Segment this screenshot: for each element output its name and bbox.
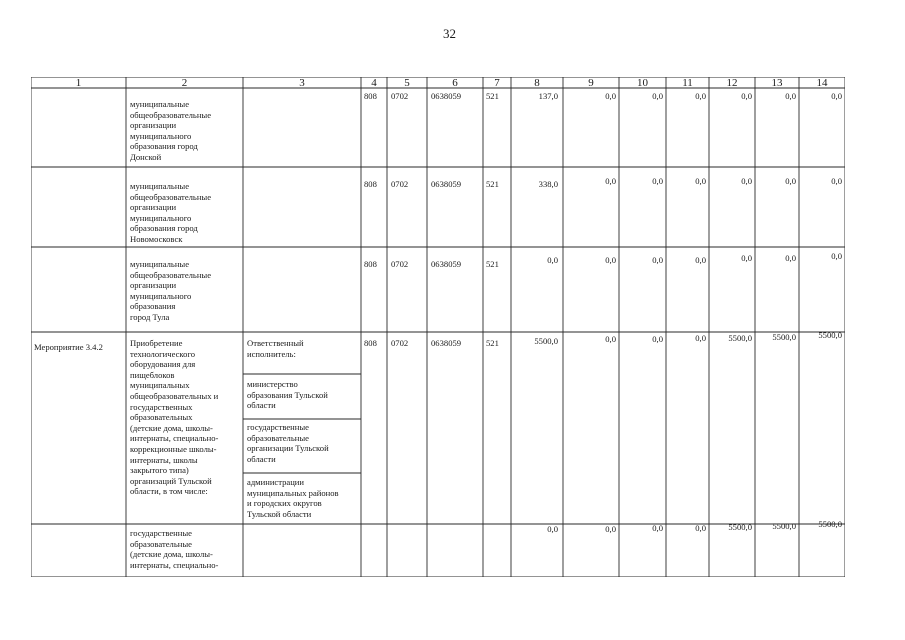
row-3-desc-line: области, в том числе: — [130, 486, 208, 497]
row-0-desc-line: организации — [130, 120, 177, 131]
header-col-6: 6 — [452, 77, 458, 89]
row-0-desc-line: образования город — [130, 141, 198, 152]
header-col-11: 11 — [682, 77, 693, 89]
col3-line: области — [247, 400, 276, 411]
row-4-c11: 0,0 — [695, 523, 706, 533]
row-4-desc-line: государственные — [130, 528, 192, 538]
header-col-1: 1 — [75, 77, 82, 89]
row-1-c14: 0,0 — [831, 176, 842, 186]
row-2-c4: 808 — [364, 259, 377, 269]
row-1-desc-line: муниципальные — [130, 181, 190, 191]
row-3-desc-line: оборудования для — [130, 359, 196, 370]
row-4-description — [130, 528, 240, 570]
row-1-c10: 0,0 — [652, 176, 663, 186]
col3-line: администрации — [247, 477, 305, 487]
row-0-c11: 0,0 — [695, 91, 706, 101]
header-col-10: 10 — [637, 77, 648, 89]
row-1-c8: 338,0 — [538, 179, 558, 189]
row-4-c14: 5500,0 — [818, 519, 842, 529]
row-0-c7: 521 — [486, 91, 499, 101]
row-3-desc-line: организаций Тульской — [130, 475, 212, 486]
row-3-c11: 0,0 — [695, 333, 706, 343]
row-1-c6: 0638059 — [431, 179, 462, 189]
row-1-desc-line: общеобразовательные — [130, 191, 212, 202]
row-2-c5: 0702 — [391, 259, 409, 269]
row-4-c10: 0,0 — [652, 523, 663, 533]
row-1-c12: 0,0 — [741, 176, 752, 186]
row-0-c8: 137,0 — [538, 91, 558, 101]
responsible-executor-label — [247, 338, 357, 359]
row-3-description — [130, 338, 240, 497]
row-3-desc-line: (детские дома, школы- — [130, 422, 213, 433]
row-3-desc-line: муниципальных — [130, 380, 190, 391]
row-3-desc-line: закрытого типа) — [130, 465, 189, 476]
row-0-desc-line: муниципального — [130, 130, 192, 141]
header-col-4: 4 — [371, 77, 377, 89]
row-4-c13: 5500,0 — [772, 521, 796, 531]
row-0-c6: 0638059 — [431, 91, 462, 101]
row-0-desc-line: общеобразовательные — [130, 109, 212, 120]
row-1-c5: 0702 — [391, 179, 409, 189]
row-2-c13: 0,0 — [785, 253, 796, 263]
row-1-c13: 0,0 — [785, 176, 796, 186]
row-4-c12: 5500,0 — [728, 522, 752, 532]
row-3-desc-line: общеобразовательных и — [130, 390, 219, 401]
row-3-c8: 5500,0 — [534, 336, 558, 346]
measure-id: Мероприятие 3.4.2 — [34, 342, 103, 352]
row-1-description — [130, 181, 240, 245]
row-0-desc-line: муниципальные — [130, 99, 190, 109]
header-col-9: 9 — [588, 77, 594, 89]
row-2-desc-line: общеобразовательные — [130, 269, 212, 280]
header-col-14: 14 — [816, 77, 828, 89]
row-4-desc-line: интернаты, специально- — [130, 559, 219, 570]
row-2-c6: 0638059 — [431, 259, 462, 269]
row-3-c4: 808 — [364, 338, 377, 348]
row-4-desc-line: (детские дома, школы- — [130, 549, 213, 560]
col3-line: исполнитель: — [247, 348, 296, 359]
municipal-administrations — [247, 477, 359, 519]
header-col-13: 13 — [771, 77, 783, 89]
header-col-5: 5 — [404, 77, 410, 89]
row-3-desc-line: государственных — [130, 401, 193, 412]
row-1-c11: 0,0 — [695, 176, 706, 186]
row-1-desc-line: муниципального — [130, 212, 192, 223]
row-4-c8: 0,0 — [547, 524, 558, 534]
header-col-2: 2 — [181, 77, 188, 89]
col3-line: и городских округов — [247, 498, 322, 509]
row-0-c14: 0,0 — [831, 91, 842, 101]
row-3-c5: 0702 — [391, 338, 409, 348]
row-4-desc-line: образовательные — [130, 538, 192, 549]
row-2-desc-line: образования — [130, 301, 176, 312]
col3-line: Тульской области — [247, 508, 312, 519]
row-3-desc-line: Приобретение — [130, 338, 183, 348]
row-2-c12: 0,0 — [741, 253, 752, 263]
budget-table — [31, 77, 845, 577]
header-col-3: 3 — [299, 77, 305, 89]
row-3-c9: 0,0 — [605, 334, 616, 344]
row-2-desc-line: организации — [130, 280, 177, 291]
row-3-c13: 5500,0 — [772, 332, 796, 342]
row-2-desc-line: муниципального — [130, 290, 192, 301]
row-0-desc-line: Донской — [130, 151, 162, 162]
row-3-c6: 0638059 — [431, 338, 462, 348]
header-col-7: 7 — [494, 77, 500, 89]
row-3-c14: 5500,0 — [818, 330, 842, 340]
row-2-desc-line: муниципальные — [130, 259, 190, 269]
row-0-c13: 0,0 — [785, 91, 796, 101]
header-col-8: 8 — [534, 77, 540, 89]
row-3-desc-line: пищеблоков — [130, 369, 175, 380]
row-0-c5: 0702 — [391, 91, 409, 101]
row-0-c12: 0,0 — [741, 91, 752, 101]
ministry-of-education — [247, 379, 357, 411]
row-1-desc-line: образования город — [130, 223, 198, 234]
col3-line: организации Тульской — [247, 443, 329, 454]
header-col-12: 12 — [726, 77, 738, 89]
row-0-description — [130, 99, 240, 163]
row-3-desc-line: коррекционные школы- — [130, 443, 217, 454]
col3-line: области — [247, 453, 276, 464]
row-1-c9: 0,0 — [605, 176, 616, 186]
row-3-desc-line: технологического — [130, 348, 196, 359]
row-3-c7: 521 — [486, 338, 499, 348]
col3-line: Ответственный — [247, 338, 304, 348]
row-2-c11: 0,0 — [695, 255, 706, 265]
row-3-desc-line: интернаты, школы — [130, 454, 198, 465]
row-1-desc-line: организации — [130, 202, 177, 213]
row-0-c4: 808 — [364, 91, 377, 101]
row-2-c10: 0,0 — [652, 255, 663, 265]
page-number: 32 — [443, 26, 456, 41]
row-3-desc-line: образовательных — [130, 412, 193, 423]
row-3-desc-line: интернаты, специально- — [130, 433, 219, 444]
row-1-c4: 808 — [364, 179, 377, 189]
col3-line: образовательные — [247, 432, 309, 443]
row-0-c10: 0,0 — [652, 91, 663, 101]
col3-line: образования Тульской — [247, 389, 328, 400]
row-3-c12: 5500,0 — [728, 333, 752, 343]
col3-line: государственные — [247, 422, 309, 432]
col3-line: министерство — [247, 379, 298, 389]
row-2-c7: 521 — [486, 259, 499, 269]
row-1-c7: 521 — [486, 179, 499, 189]
row-1-desc-line: Новомосковск — [130, 233, 183, 244]
row-4-c9: 0,0 — [605, 524, 616, 534]
row-2-c8: 0,0 — [547, 255, 558, 265]
col3-line: муниципальных районов — [247, 487, 339, 498]
row-3-c10: 0,0 — [652, 334, 663, 344]
row-2-c9: 0,0 — [605, 255, 616, 265]
state-educational-orgs — [247, 422, 357, 464]
row-2-c14: 0,0 — [831, 251, 842, 261]
row-0-c9: 0,0 — [605, 91, 616, 101]
row-2-desc-line: город Тула — [130, 311, 170, 322]
row-2-description — [130, 259, 240, 323]
